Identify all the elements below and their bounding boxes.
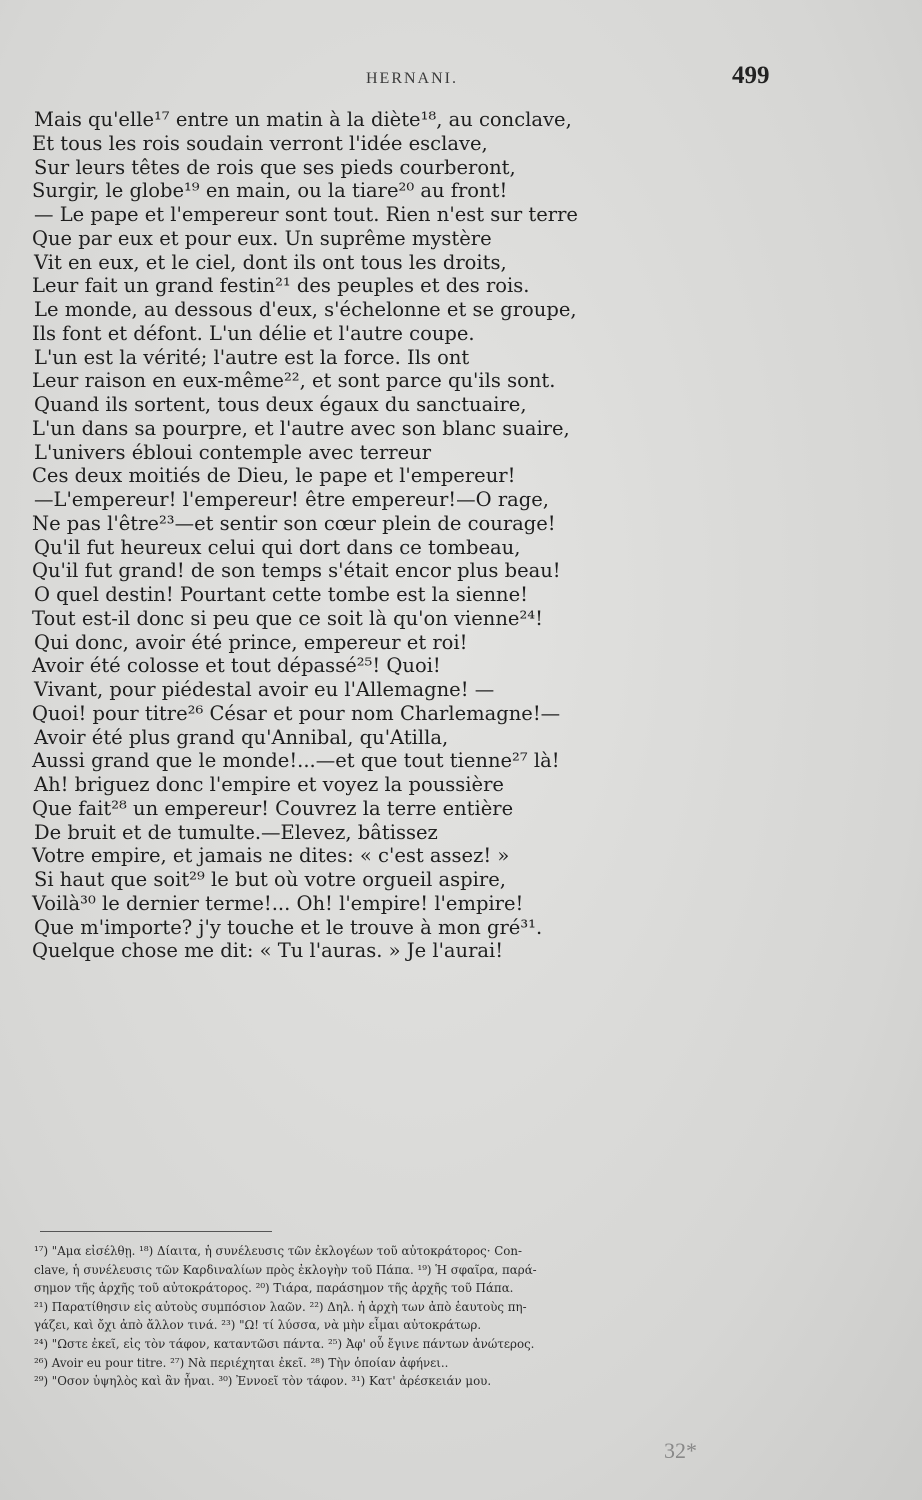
verse-line: L'univers ébloui contemple avec terreur [34, 440, 432, 464]
running-title: HERNANI. [366, 70, 458, 87]
footnote-line: ²¹) Παρατίθησιν εἰς αὐτοὺς συμπόσιον λαῶν. ²²) Δηλ. ἡ ἀρχὴ των ἀπὸ ἑαυτοὺς πη- [34, 1299, 527, 1314]
verse-line: — Le pape et l'empereur sont tout. Rien n'est sur terre [34, 203, 578, 226]
verse-line: Quoi! pour titre²⁶ César et pour nom Charlemagne!— [32, 701, 561, 725]
verse-line: Ne pas l'être²³—et sentir son cœur plein de courage! [32, 511, 556, 535]
verse-line: Sur leurs têtes de rois que ses pieds courberont, [34, 155, 516, 179]
verse-line: Aussi grand que le monde!...—et que tout tienne²⁷ là! [32, 749, 560, 773]
signature-mark: 32* [664, 1438, 697, 1463]
verse-line: Qu'il fut grand! de son temps s'était encor plus beau! [32, 559, 561, 583]
footnote-line: γάζει, καὶ ὄχι ἀπὸ ἄλλον τινά. ²³) "Ω! τί λύσσα, νὰ μὴν εἶμαι αὐτοκράτωρ. [34, 1318, 482, 1333]
verse-line: Avoir été plus grand qu'Annibal, qu'Atilla, [34, 725, 449, 749]
verse-line: De bruit et de tumulte.—Elevez, bâtissez [34, 820, 438, 844]
verse-line: Le monde, au dessous d'eux, s'échelonne et se groupe, [34, 298, 577, 321]
verse-line: Que fait²⁸ un empereur! Couvrez la terre entière [32, 796, 514, 820]
footnote-rule [40, 1231, 272, 1232]
footnote-line: ²⁹) "Οσον ὑψηλὸς καὶ ἂν ἦναι. ³⁰) Ἐννοεῖ τὸν τάφον. ³¹) Κατ' ἀρέσκειάν μου. [34, 1374, 492, 1389]
verse-line: Voilà³⁰ le dernier terme!... Oh! l'empire! l'empire! [32, 891, 524, 915]
verse-line: L'un dans sa pourpre, et l'autre avec son blanc suaire, [32, 416, 570, 440]
verse-block [32, 108, 672, 963]
verse-line: Avoir été colosse et tout dépassé²⁵! Quoi! [32, 654, 441, 678]
verse-line: Ah! briguez donc l'empire et voyez la poussière [34, 773, 504, 796]
verse-line: Qui donc, avoir été prince, empereur et roi! [34, 630, 468, 654]
verse-line: Qu'il fut heureux celui qui dort dans ce tombeau, [34, 535, 521, 559]
verse-line: Leur fait un grand festin²¹ des peuples et des rois. [32, 274, 530, 298]
footnote-line: clave, ἡ συνέλευσις τῶν Καρδιναλίων πρὸς ἐκλογὴν τοῦ Πάπα. ¹⁹) Ἡ σφαῖρα, παρά- [34, 1262, 537, 1277]
verse-line: —L'empereur! l'empereur! être empereur!—O rage, [34, 488, 549, 511]
verse-line: Ils font et défont. L'un délie et l'autre coupe. [32, 321, 475, 345]
verse-line: Ces deux moitiés de Dieu, le pape et l'empereur! [32, 464, 516, 488]
verse-line: Surgir, le globe¹⁹ en main, ou la tiare²⁰ au front! [32, 179, 508, 203]
footnote-line: σημον τῆς ἀρχῆς τοῦ αὐτοκράτορος. ²⁰) Τιάρα, παράσημον τῆς ἀρχῆς τοῦ Πάπα. [34, 1281, 514, 1296]
verse-line: Si haut que soit²⁹ le but où votre orgueil aspire, [34, 868, 506, 891]
verse-line: Mais qu'elle¹⁷ entre un matin à la diète¹⁸, au conclave, [34, 108, 572, 131]
footnote-line: ²⁴) "Ωστε ἐκεῖ, εἰς τὸν τάφον, καταντῶσι πάντα. ²⁵) Ἀφ' οὗ ἔγινε πάντων ἀνώτερος. [34, 1336, 535, 1351]
footnote-line: ¹⁷) "Αμα εἰσέλθῃ. ¹⁸) Δίαιτα, ἡ συνέλευσις τῶν ἐκλογέων τοῦ αὐτοκράτορος· Con- [34, 1244, 522, 1258]
verse-line: Que par eux et pour eux. Un suprême mystère [32, 226, 492, 250]
verse-line: Leur raison en eux-même²², et sont parce qu'ils sont. [32, 369, 556, 393]
page-number: 499 [732, 62, 770, 89]
verse-line: Vit en eux, et le ciel, dont ils ont tous les droits, [34, 250, 507, 274]
footnotes [34, 1242, 794, 1391]
verse-line: Tout est-il donc si peu que ce soit là qu'on vienne²⁴! [32, 606, 543, 630]
footnote-line: ²⁶) Avoir eu pour titre. ²⁷) Νὰ περιέχηται ἐκεῖ. ²⁸) Τὴν ὁποίαν ἀφήνει.. [34, 1355, 449, 1370]
verse-line: L'un est la vérité; l'autre est la force. Ils ont [34, 345, 470, 369]
verse-line: Quelque chose me dit: « Tu l'auras. » Je l'aurai! [32, 939, 504, 963]
verse-line: Quand ils sortent, tous deux égaux du sanctuaire, [34, 393, 527, 416]
verse-line: Vivant, pour piédestal avoir eu l'Allemagne! — [34, 678, 495, 701]
verse-line: Et tous les rois soudain verront l'idée esclave, [32, 131, 488, 155]
running-head [0, 62, 922, 92]
verse-line: Que m'importe? j'y touche et le trouve à mon gré³¹. [34, 915, 543, 939]
verse-line: Votre empire, et jamais ne dites: « c'est assez! » [32, 844, 510, 868]
verse-line: O quel destin! Pourtant cette tombe est la sienne! [34, 583, 528, 606]
